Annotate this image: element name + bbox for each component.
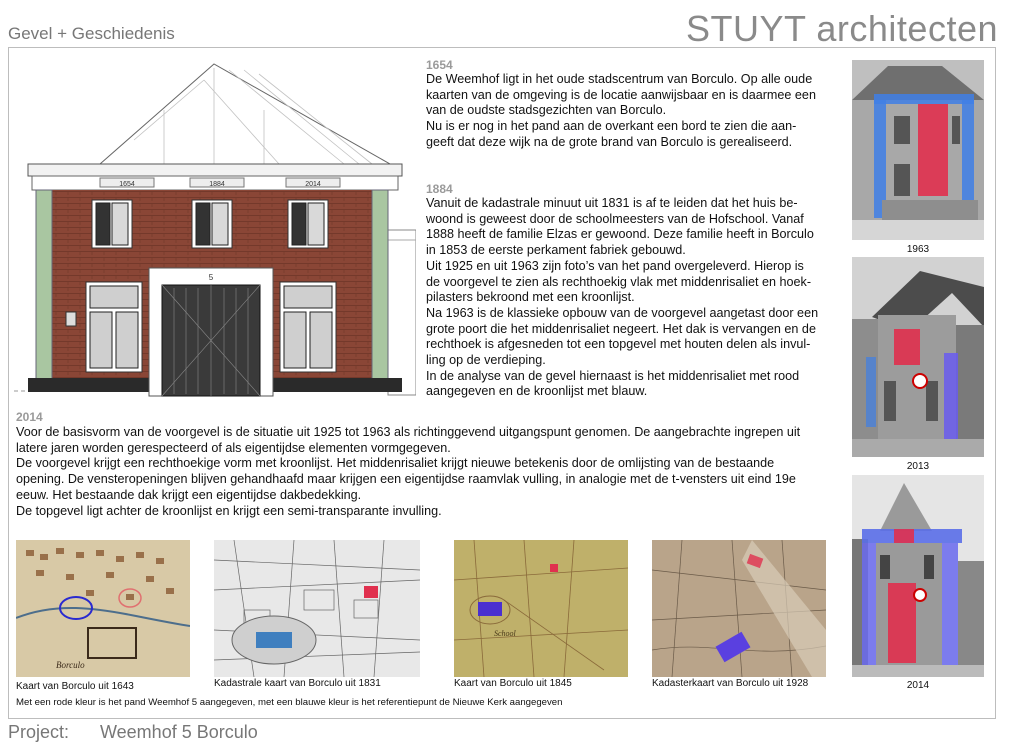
map-1643	[16, 540, 190, 677]
photo-2013-caption: 2013	[906, 461, 930, 472]
map-1928	[652, 540, 826, 677]
facade-date-left: 1654	[119, 181, 135, 188]
map-1831	[214, 540, 420, 677]
photo-1963-caption: 1963	[906, 244, 930, 255]
map-1845	[454, 540, 628, 677]
history-2014-text: Voor de basisvorm van de voorgevel is de situatie uit 1925 tot 1963 als richtinggevend uitgangspunt genomen. De aangebrachte ingrepen uit latere jaren worden gerespecteerd of als eigentijdse elementen vormgegeven. De voorgevel krijgt een rechthoekige vorm met kroonlijst. Het middenrisaliet krijgt nieuwe betekenis door de omlijsting van de bestaande opening. De vensteropeningen blijven gehandhaafd maar krijgen een eigentijdse raamvlak vulling, in analogie met de t-vensters uit eind 19e eeuw. Het bestaande dak krijgt een eigentijdse dakbedekking. De topgevel ligt achter de kroonlijst en krijgt een semi-transparante invulling.	[16, 425, 801, 518]
project-footer	[8, 722, 258, 743]
legend-note: Met een rode kleur is het pand Weemhof 5 aangegeven, met een blauwe kleur is het referentiepunt de Nieuwe Kerk aangegeven	[16, 697, 563, 708]
map-1643-label: Borculo	[56, 660, 85, 670]
photo-2013	[852, 257, 984, 457]
photo-2014-caption: 2014	[906, 680, 930, 691]
map-1928-caption: Kadasterkaart van Borculo uit 1928	[652, 678, 809, 689]
year-heading-1884: 1884	[426, 182, 453, 196]
history-1884-text: Vanuit de kadastrale minuut uit 1831 is af te leiden dat het huis be- woond is geweest door de schoolmeesters van de Hofschool. Vanaf 1888 heeft de familie Elzas er gewoond. Deze familie heeft in Borculo in 1853 de eerste perkament fabriek gebouwd. Uit 1925 en uit 1963 zijn foto’s van het pand overgeleverd. Hierop is de voorgevel te zien als rechthoekig vlak met middenrisaliet en hoek- pilasters bekroond met een kroonlijst. Na 1963 is de klassieke opbouw van de voorgevel aangetast door een grote poort die het middenrisaliet negeert. Het dak is vervangen en de rechthoek is afgesneden tot een topgevel met houten delen als invul- ling op de verdieping. In de analyse van de gevel hiernaast is het middenrisaliet met rood aangegeven en de kroonlijst met blauw.	[426, 196, 819, 399]
door-number: 5	[208, 273, 214, 282]
section-title: Gevel + Geschiedenis	[8, 24, 175, 43]
history-1654-text: De Weemhof ligt in het oude stadscentrum van Borculo. Op alle oude kaarten van de omgeving is de locatie aanwijsbaar en is daarmee een van de oudste stadsgezichten van Borculo. Nu is er nog in het pand aan de overkant een bord te zien die aan- geeft dat deze wijk na de grote brand van Borculo is gerealiseerd.	[426, 72, 816, 149]
map-1845-label: School	[494, 629, 516, 638]
year-heading-2014: 2014	[16, 410, 43, 424]
year-heading-1654: 1654	[426, 58, 453, 72]
brand-title: STUYT architecten	[686, 8, 998, 49]
facade-elevation-drawing	[14, 60, 416, 412]
photo-1963	[852, 60, 984, 240]
facade-date-right: 2014	[305, 181, 321, 188]
facade-date-middle: 1884	[209, 181, 225, 188]
map-1845-caption: Kaart van Borculo uit 1845	[454, 678, 572, 689]
map-1643-caption: Kaart van Borculo uit 1643	[16, 681, 134, 692]
map-1831-caption: Kadastrale kaart van Borculo uit 1831	[214, 678, 381, 689]
project-label: Project:	[8, 722, 70, 742]
photo-2014	[852, 475, 984, 677]
project-name: Weemhof 5 Borculo	[100, 722, 258, 742]
